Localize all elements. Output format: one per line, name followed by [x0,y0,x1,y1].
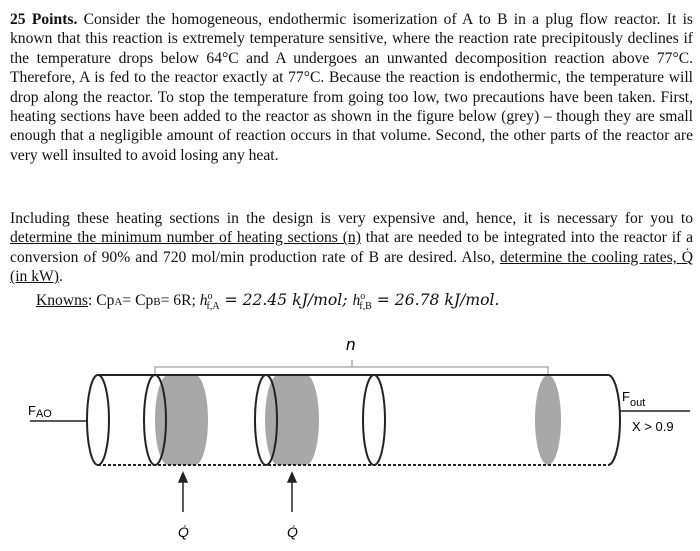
points-label: 25 Points. [10,11,78,28]
heat-q-label-1: Q̇ [178,524,189,540]
n-bracket [155,360,548,375]
heating-section-n [535,375,561,465]
paragraph-2-middle: that are needed to be integrated into the reactor if a conversion of 90% and 720 mol/min production rate of B are desired. Also, [10,229,693,266]
knowns-label: Knowns [36,292,88,310]
task-cooling-rates: determine the cooling rates, Q̇ (in kW) [10,248,693,286]
knowns-sub-a: A [114,296,123,309]
knowns-sub-b: B [153,296,161,309]
task-minimum-sections: determine the minimum number of heating sections (n) [10,229,361,247]
enthalpy-a-sub: f,A [206,301,220,313]
paragraph-2-start: Including these heating sections in the design is very expensive and, hence, it is necessary for you to [10,210,693,227]
heat-q-label-2: Q̇ [287,524,298,540]
knowns-line: Knowns: CpA= CpB= 6R; $h^o_{f,A} = 22.45$ kJ/mol; $h^o_{f,B} = 26.78$ kJ/mol. [36,291,500,313]
paragraph-2-end: . [58,268,63,286]
enthalpy-b-value: = 26.78 kJ/mol. [371,291,500,310]
paragraph-1-text: Consider the homogeneous, endothermic isomerization of A to B in a plug flow reactor. It is known that this reaction is extremely temperature sensitive, where the reaction rate precipitously declines if the temperature drops below 64°C and A undergoes an unwanted decomposition reaction above 77°C. Therefore, A is fed to the reactor exactly at 77°C. Because the reaction is endothermic, the temperature will drop along the reactor. To stop the temperature from going too low, two precautions have been taken. First, heating sections have been added to the reactor as shown in the figure below (grey) – though they are small enough that a negligible amount of reaction occurs in that volume. Second, the other parts of the reactor are very well insulted to avoid losing any heat. [10,11,693,164]
feed-label: FAO [28,403,52,420]
heating-section-1-end [182,375,208,465]
knowns-cp-b: = Cp [122,292,154,310]
knowns-cp-a: : Cp [87,292,115,310]
n-label: n [346,335,356,354]
knowns-6r: = 6R; [160,292,200,310]
heating-sections [155,375,561,465]
heating-section-2-end [293,375,319,465]
enthalpy-a-value: = 22.45 kJ/mol; [219,291,353,310]
enthalpy-b-symbol: h [352,292,361,310]
enthalpy-b-sub: f,B [359,301,372,313]
outlet-label: $F_{out}$ [622,389,646,409]
heat-arrows [179,473,296,512]
enthalpy-a-symbol: h [199,292,208,310]
conversion-label: X > 0.9 [632,419,674,434]
